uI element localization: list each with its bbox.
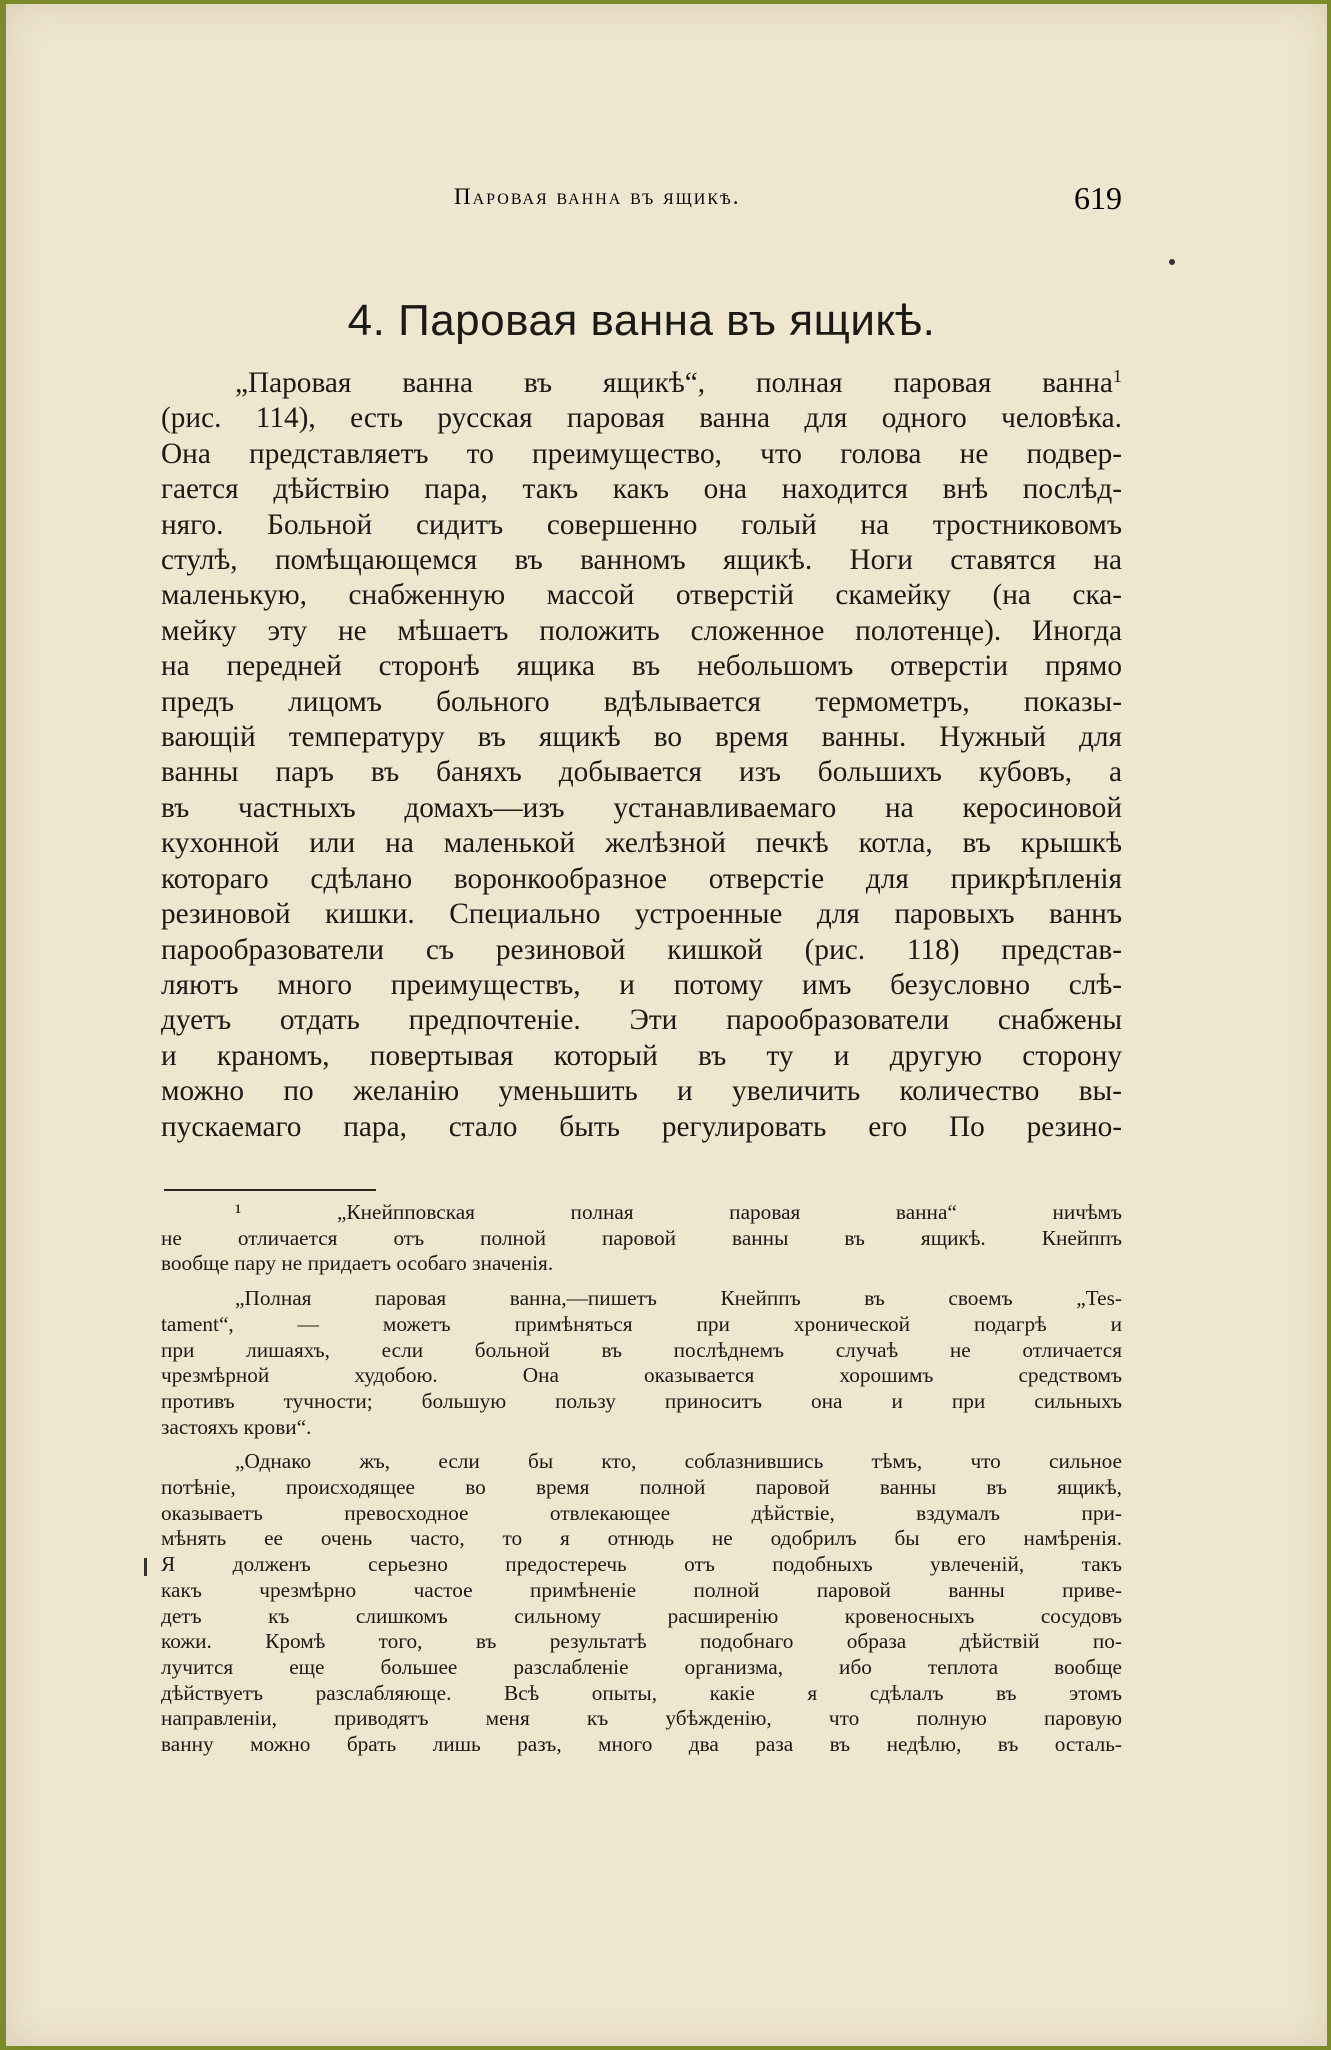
footnote-quote-2 bbox=[161, 1449, 1122, 1757]
body-line: „Паровая ванна въ ящикѣ“, полная паровая ванна$^1$ bbox=[235, 366, 1122, 399]
footnote-line: лучится еще большее разслабленіе организма, ибо теплота вообще bbox=[161, 1654, 1122, 1679]
body-line: парообразователи съ резиновой кишкой (рис. 118) представ- bbox=[161, 933, 1122, 966]
footnote-line: кожи. Кромѣ того, въ результатѣ подобнаго образа дѣйствій по- bbox=[161, 1629, 1122, 1654]
footnote-ref: 1 bbox=[1112, 366, 1122, 387]
footnote-line: „Однако жъ, если бы кто, соблазнившись тѣмъ, что сильное bbox=[235, 1449, 1122, 1474]
body-line: пускаемаго пара, стало быть регулировать его По резино- bbox=[161, 1110, 1122, 1143]
footnote-line: потѣніе, происходящее во время полной паровой ванны въ ящикѣ, bbox=[161, 1475, 1122, 1500]
footnote-line: оказываетъ превосходное отвлекающее дѣйствіе, вздумалъ при- bbox=[161, 1500, 1122, 1525]
body-line: въ частныхъ домахъ—изъ устанавливаемаго на керосиновой bbox=[161, 791, 1122, 824]
running-head-title: Паровая ванна въ ящикѣ. bbox=[454, 184, 741, 209]
body-line: котораго сдѣлано воронкообразное отверстіе для прикрѣпленія bbox=[161, 862, 1122, 895]
footnote-line: не отличается отъ полной паровой ванны въ ящикѣ. Кнейппъ bbox=[161, 1225, 1122, 1250]
body-line: мейку эту не мѣшаетъ положить сложенное полотенце). Иногда bbox=[161, 614, 1122, 647]
footnote-line: чрезмѣрной худобою. Она оказывается хорошимъ средствомъ bbox=[161, 1363, 1122, 1388]
footnote-line: вообще пару не придаетъ особаго значенія. bbox=[161, 1251, 554, 1276]
footnote-quote-1 bbox=[161, 1286, 1122, 1440]
margin-mark bbox=[144, 1558, 147, 1576]
footnote-line: Я долженъ серьезно предостеречь отъ подобныхъ увлеченій, такъ bbox=[161, 1552, 1122, 1577]
footnote-line: „Полная паровая ванна,—пишетъ Кнейппъ въ своемъ „Tes- bbox=[235, 1286, 1122, 1311]
body-line: ванны паръ въ баняхъ добывается изъ большихъ кубовъ, а bbox=[161, 756, 1122, 789]
footnote-line: направленіи, приводятъ меня къ убѣжденію, что полную паровую bbox=[161, 1706, 1122, 1731]
chapter-title: 4. Паровая ванна въ ящикѣ. bbox=[347, 296, 936, 345]
footnote-line: застояхъ крови“. bbox=[161, 1414, 312, 1439]
footnote-line: tament“, — можетъ примѣняться при хронической подагрѣ и bbox=[161, 1311, 1122, 1336]
body-text bbox=[161, 366, 1122, 1145]
body-line: на передней сторонѣ ящика въ небольшомъ отверстіи прямо bbox=[161, 650, 1122, 683]
footnote-line: мѣнять ее очень часто, то я отнюдь не одобрилъ бы его намѣренія. bbox=[161, 1526, 1122, 1551]
body-line: кухонной или на маленькой желѣзной печкѣ котла, въ крышкѣ bbox=[161, 827, 1122, 860]
body-line: резиновой кишки. Специально устроенные для паровыхъ ваннъ bbox=[161, 898, 1122, 931]
body-line: дуетъ отдать предпочтеніе. Эти парообразователи снабжены bbox=[161, 1004, 1122, 1037]
body-line: маленькую, снабженную массой отверстій скамейку (на ска- bbox=[161, 579, 1122, 612]
footnote-line: детъ къ слишкомъ сильному расширенію кровеносныхъ сосудовъ bbox=[161, 1603, 1122, 1628]
footnote-line: при лишаяхъ, если больной въ послѣднемъ случаѣ не отличается bbox=[161, 1337, 1122, 1362]
page-number: 619 bbox=[1074, 180, 1122, 216]
body-line: (рис. 114), есть русская паровая ванна для одного человѣка. bbox=[161, 402, 1122, 435]
body-line: няго. Больной сидитъ совершенно голый на тростниковомъ bbox=[161, 508, 1122, 541]
body-line: можно по желанію уменьшить и увеличить количество вы- bbox=[161, 1075, 1122, 1108]
body-line: вающій температуру въ ящикѣ во время ванны. Нужный для bbox=[161, 721, 1122, 754]
footnote-line: какъ чрезмѣрно частое примѣненіе полной паровой ванны приве- bbox=[161, 1577, 1122, 1602]
footnote-rule bbox=[164, 1189, 376, 1191]
footnote-line: ¹ „Кнейпповская полная паровая ванна“ ничѣмъ bbox=[235, 1200, 1122, 1224]
body-line: Она представляетъ то преимущество, что голова не подвер- bbox=[161, 437, 1122, 470]
book-page bbox=[6, 4, 1327, 2046]
footnote-line: дѣйствуетъ разслабляюще. Всѣ опыты, какіе я сдѣлалъ въ этомъ bbox=[161, 1680, 1122, 1705]
body-line: и краномъ, повертывая который въ ту и другую сторону bbox=[161, 1039, 1122, 1072]
footnote-1 bbox=[161, 1200, 1122, 1277]
body-line: гается дѣйствію пара, такъ какъ она находится внѣ послѣд- bbox=[161, 473, 1122, 506]
body-line: предъ лицомъ больного вдѣлывается термометръ, показы- bbox=[161, 685, 1122, 718]
footnotes bbox=[161, 1200, 1122, 1758]
body-line: стулѣ, помѣщающемся въ ванномъ ящикѣ. Ноги ставятся на bbox=[161, 544, 1122, 577]
running-head bbox=[161, 180, 1122, 224]
footnote-line: противъ тучности; большую пользу приноситъ она и при сильныхъ bbox=[161, 1388, 1122, 1413]
ink-dot bbox=[1169, 259, 1175, 265]
footnote-line: ванну можно брать лишь разъ, много два раза въ недѣлю, въ осталь- bbox=[161, 1732, 1122, 1757]
body-line: ляютъ много преимуществъ, и потому имъ безусловно слѣ- bbox=[161, 968, 1122, 1001]
